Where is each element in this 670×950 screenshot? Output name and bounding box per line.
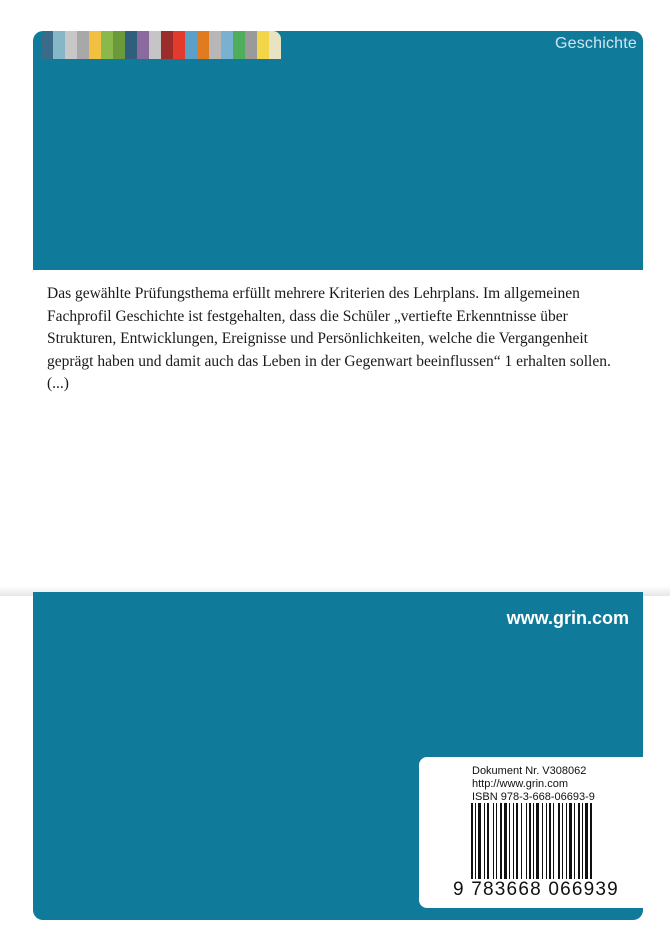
document-number: Dokument Nr. V308062 [472,765,587,777]
color-stripe [197,31,209,59]
barcode-bar [582,803,583,879]
barcode-bar [500,803,502,879]
barcode-bar [574,803,575,879]
barcode-bar [533,803,534,879]
barcode-bar [493,803,494,879]
cover-header-panel [33,31,643,270]
barcode-bar [475,803,476,879]
barcode-label [419,757,643,908]
color-stripe [77,31,89,59]
barcode-bar [585,803,588,879]
barcode-bar [542,803,543,879]
barcode-bar [496,803,497,879]
color-stripe [209,31,221,59]
barcode-bar [509,803,510,879]
barcode-bar [549,803,551,879]
website-link[interactable]: http://www.grin.com [472,778,568,790]
color-stripe-bar [41,31,281,59]
barcode-bar [504,803,507,879]
barcode-bar [471,803,473,879]
barcode-bar [590,803,592,879]
barcode-bar [558,803,560,879]
barcode-digits: 9 783668 066939 [453,879,619,900]
color-stripe [245,31,257,59]
cover-footer-panel [33,592,643,920]
color-stripe [53,31,65,59]
barcode-bar [513,803,514,879]
barcode-bar [529,803,531,879]
color-stripe [65,31,77,59]
color-stripe [89,31,101,59]
color-stripe [161,31,173,59]
color-stripe [101,31,113,59]
barcode-bar [566,803,567,879]
barcode-bar [569,803,572,879]
barcode-bar [478,803,481,879]
color-stripe [125,31,137,59]
barcode-bar [578,803,580,879]
barcode-bar [521,803,522,879]
color-stripe [137,31,149,59]
category-label: Geschichte [554,35,637,52]
barcode-bar [536,803,539,879]
barcode-bar [562,803,563,879]
barcode-icon [471,803,631,879]
barcode-bar [484,803,485,879]
color-stripe [221,31,233,59]
color-stripe [269,31,281,59]
barcode-bar [516,803,518,879]
barcode-bar [526,803,527,879]
color-stripe [113,31,125,59]
color-stripe [257,31,269,59]
barcode-bar [546,803,547,879]
publisher-url[interactable]: www.grin.com [506,608,629,628]
book-description: Das gewählte Prüfungsthema erfüllt mehrere Kriterien des Lehrplans. Im allgemeinen Fachprofil Geschichte ist festgehalten, dass die Schüler „vertiefte Erkenntnisse über Strukturen, Entwicklungen, Ereignisse und Persönlichkeiten, welche die Vergangenheit geprägt haben und damit auch das Leben in der Gegenwart beeinflussen“ 1 erhalten sollen. (...) [47,285,611,392]
color-stripe [233,31,245,59]
color-stripe [185,31,197,59]
color-stripe [149,31,161,59]
barcode-bar [487,803,489,879]
isbn-number: ISBN 978-3-668-06693-9 [472,791,595,803]
barcode-bar [553,803,554,879]
color-stripe [173,31,185,59]
color-stripe [41,31,53,59]
